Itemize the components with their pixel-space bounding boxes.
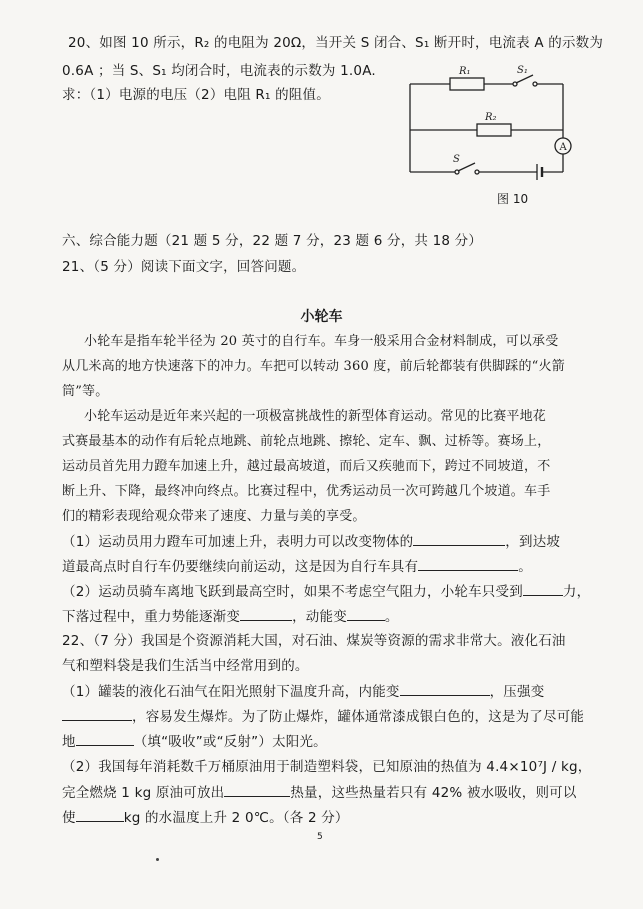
r2-label: R₂ [485, 112, 497, 123]
q22-part1-line-3 [62, 732, 327, 751]
q22-part2-text: 完全燃烧 1 kg 原油可放出 [62, 785, 225, 801]
q22-part1-line-2 [62, 707, 584, 726]
answer-blank[interactable] [76, 808, 124, 822]
answer-blank[interactable] [76, 732, 134, 746]
q21-sub1-line-2 [62, 557, 532, 576]
q22-part1-text: （1）罐装的液化石油气在阳光照射下温度升高，内能变 [62, 684, 400, 700]
passage-p2-line-1: 小轮车运动是近年来兴起的一项极富挑战性的新型体育运动。常见的比赛平地花 [84, 409, 547, 424]
circuit-diagram [405, 64, 585, 184]
figure-caption: 图 10 [497, 192, 529, 206]
q21-sub2-tail: 力， [562, 584, 591, 600]
answer-blank[interactable] [400, 682, 490, 696]
q21-intro: 21、（5 分）阅读下面文字，回答问题。 [62, 259, 306, 275]
q20-line-3: 求：（1）电源的电压（2）电阻 R₁ 的阻值。 [62, 87, 330, 103]
switch-s-lever [458, 163, 475, 171]
resistor-r1 [450, 78, 484, 90]
r1-label: R₁ [459, 66, 471, 77]
q21-sub2-line-2 [62, 607, 399, 626]
q21-sub2-text-2: 下落过程中，重力势能逐渐变 [62, 609, 241, 625]
q22-part1-start-3: 地 [62, 734, 76, 750]
page-number: 5 [317, 832, 323, 842]
q22-part1-line-1 [62, 682, 544, 701]
passage-p2-line-5: 们的精彩表现给观众带来了速度、力量与美的享受。 [62, 509, 366, 524]
q22-part1-tail: ，压强变 [489, 684, 545, 700]
q22-part2-tail: 热量，这些热量若只有 42% 被水吸收，则可以 [290, 785, 577, 801]
q21-sub2-mid: ，动能变 [292, 609, 347, 625]
passage-p2-line-3: 运动员首先用力蹬车加速上升，越过最高坡道，而后又疾驰而下，跨过不同坡道，不 [62, 459, 551, 474]
answer-blank[interactable] [62, 707, 132, 721]
q22-part1-text-3: （填“吸收”或“反射”）太阳光。 [133, 734, 327, 750]
answer-blank[interactable] [413, 532, 505, 546]
answer-blank[interactable] [418, 557, 518, 571]
q21-sub1-line-1 [62, 532, 560, 551]
answer-blank[interactable] [347, 607, 385, 621]
passage-p1-line-2: 从几米高的地方快速落下的冲力。车把可以转动 360 度，前后轮都装有供脚踩的“火箭 [62, 359, 565, 374]
passage-p1-line-3: 筒”等。 [62, 384, 109, 399]
q21-sub2-line-1 [62, 582, 590, 601]
q21-sub1-tail: ，到达坡 [505, 534, 561, 550]
q22-part2-start-3: 使 [62, 810, 76, 826]
q21-sub1-text-2: 道最高点时自行车仍要继续向前运动，这是因为自行车具有 [62, 559, 419, 575]
ammeter-label: A [559, 142, 567, 153]
s1-label: S₁ [517, 65, 528, 76]
passage-p2-line-4: 断上升、下降，最终冲向终点。比赛过程中，优秀运动员一次可跨越几个坡道。车手 [62, 484, 551, 499]
q22-line-1: 22、（7 分）我国是个资源消耗大国，对石油、煤炭等资源的需求非常大。液化石油 [62, 633, 566, 649]
q22-part1-text-2: ，容易发生爆炸。为了防止爆炸，罐体通常漆成银白色的，这是为了尽可能 [132, 709, 585, 725]
passage-p1-line-1: 小轮车是指车轮半径为 20 英寸的自行车。车身一般采用合金材料制成，可以承受 [84, 334, 559, 349]
s-label: S [453, 154, 460, 165]
answer-blank[interactable] [240, 607, 292, 621]
resistor-r2 [477, 124, 511, 136]
q21-sub1-text: （1）运动员用力蹬车可加速上升，表明力可以改变物体的 [62, 534, 414, 550]
scan-speck [156, 858, 159, 861]
answer-blank[interactable] [224, 783, 290, 797]
q21-sub2-text: （2）运动员骑车离地飞跃到最高空时，如果不考虑空气阻力，小轮车只受到 [62, 584, 523, 600]
passage-p2-line-2: 式赛最基本的动作有后轮点地跳、前轮点地跳、擦轮、定车、飘、过桥等。赛场上， [62, 434, 551, 449]
switch-s1-lever [516, 75, 533, 83]
section-6-heading: 六、综合能力题（21 题 5 分，22 题 7 分，23 题 6 分，共 18 分） [62, 233, 483, 249]
q20-line-1: 20、如图 10 所示，R₂ 的电阻为 20Ω，当开关 S 闭合、S₁ 断开时，电流表 A 的示数为 [68, 35, 604, 51]
q22-part2-line-3 [62, 808, 349, 827]
q21-sub1-tail-2: 。 [518, 559, 532, 575]
q21-sub2-end: 。 [384, 609, 399, 625]
q22-part2-line-1: （2）我国每年消耗数千万桶原油用于制造塑料袋，已知原油的热值为 4.4×10⁷J / kg， [62, 759, 592, 775]
passage-title: 小轮车 [300, 309, 343, 325]
q20-line-2: 0.6A ；当 S、S₁ 均闭合时，电流表的示数为 1.0A. [62, 63, 376, 79]
q22-line-2: 气和塑料袋是我们生活当中经常用到的。 [62, 658, 309, 674]
q22-part2-text-3: kg 的水温度上升 2 0℃。（各 2 分） [123, 810, 349, 826]
q22-part2-line-2 [62, 783, 577, 802]
answer-blank[interactable] [523, 582, 563, 596]
